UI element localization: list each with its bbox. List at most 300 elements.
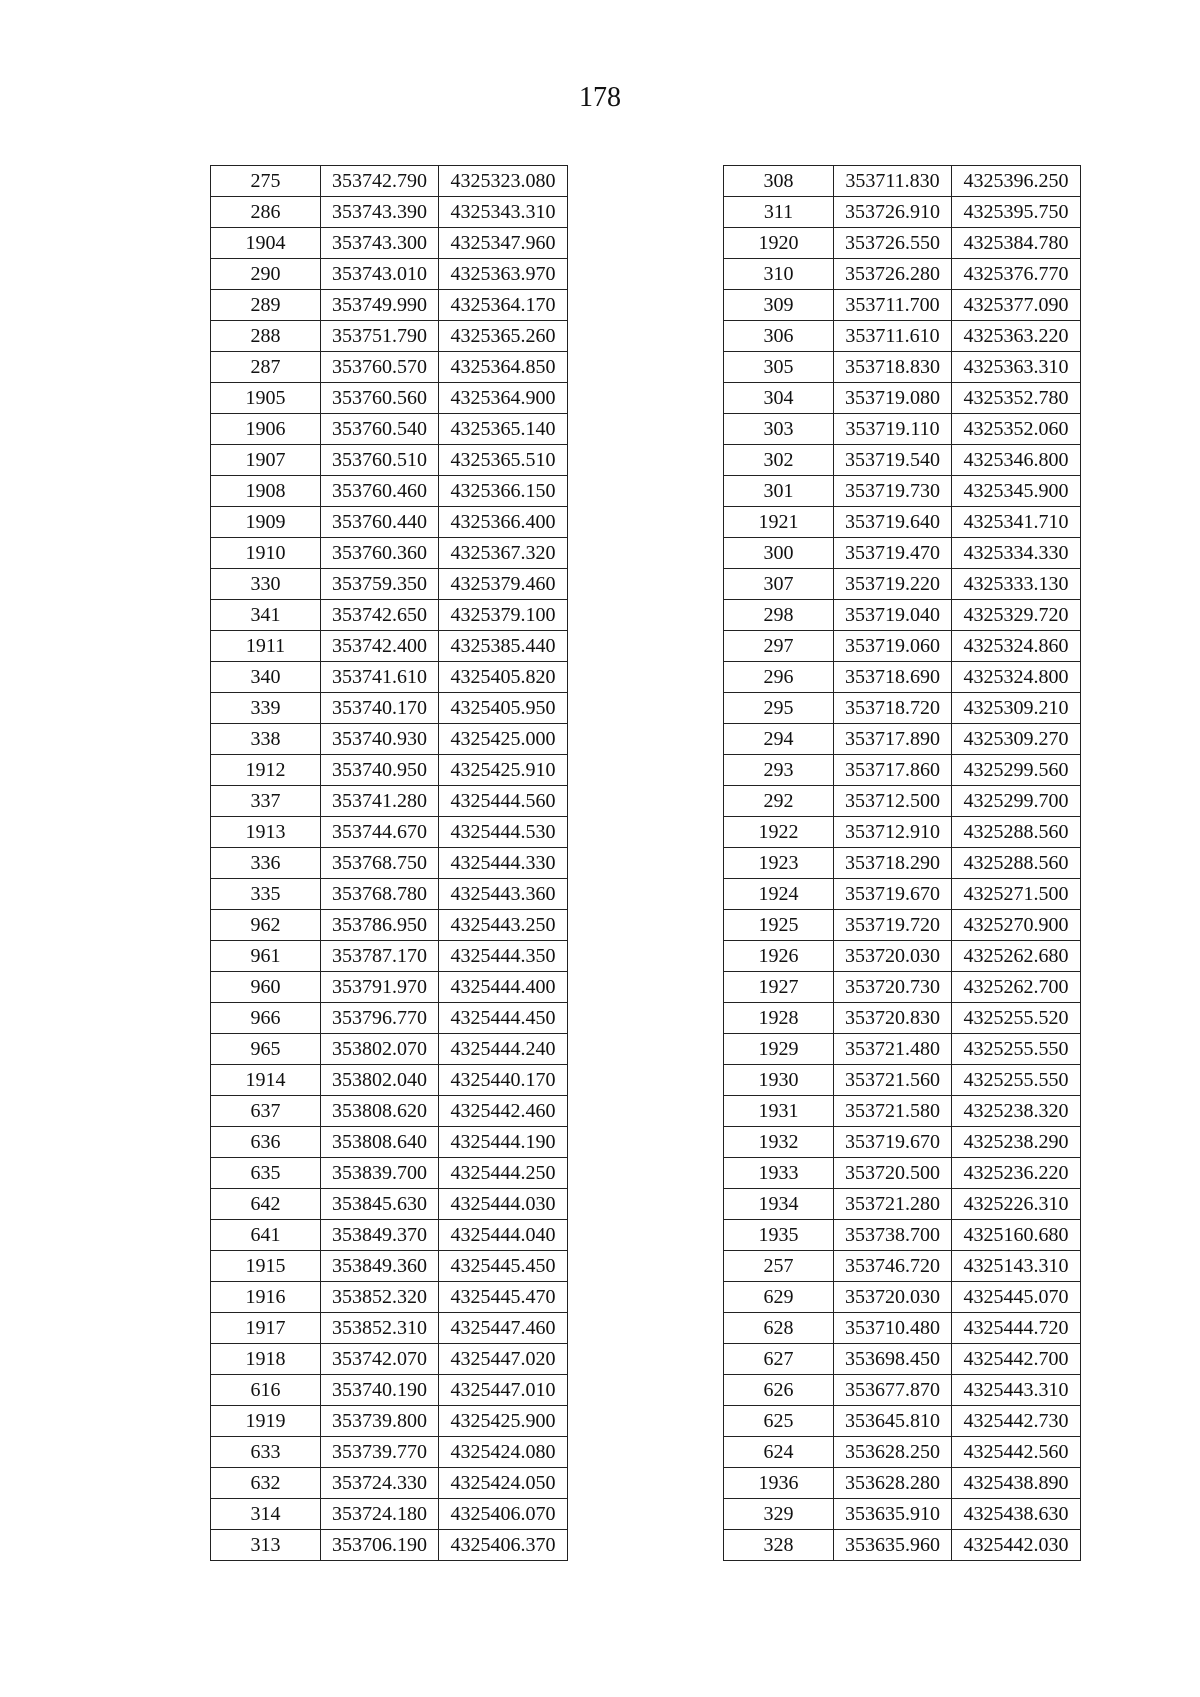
- point-id-cell: 1922: [724, 817, 834, 848]
- x-coordinate-cell: 353720.730: [834, 972, 952, 1003]
- table-row: [211, 321, 568, 352]
- y-coordinate-cell: 4325236.220: [952, 1158, 1081, 1189]
- table-row: [211, 1127, 568, 1158]
- x-coordinate-cell: 353808.640: [321, 1127, 439, 1158]
- x-coordinate-cell: 353718.720: [834, 693, 952, 724]
- point-id-cell: 308: [724, 166, 834, 197]
- y-coordinate-cell: 4325376.770: [952, 259, 1081, 290]
- x-coordinate-cell: 353738.700: [834, 1220, 952, 1251]
- point-id-cell: 626: [724, 1375, 834, 1406]
- y-coordinate-cell: 4325334.330: [952, 538, 1081, 569]
- y-coordinate-cell: 4325363.220: [952, 321, 1081, 352]
- table-row: [724, 321, 1081, 352]
- point-id-cell: 330: [211, 569, 321, 600]
- x-coordinate-cell: 353628.250: [834, 1437, 952, 1468]
- y-coordinate-cell: 4325363.310: [952, 352, 1081, 383]
- y-coordinate-cell: 4325442.700: [952, 1344, 1081, 1375]
- table-row: [724, 1096, 1081, 1127]
- x-coordinate-cell: 353717.860: [834, 755, 952, 786]
- table-row: [724, 600, 1081, 631]
- point-id-cell: 632: [211, 1468, 321, 1499]
- table-row: [211, 600, 568, 631]
- y-coordinate-cell: 4325445.070: [952, 1282, 1081, 1313]
- x-coordinate-cell: 353768.750: [321, 848, 439, 879]
- y-coordinate-cell: 4325238.290: [952, 1127, 1081, 1158]
- point-id-cell: 310: [724, 259, 834, 290]
- table-row: [724, 569, 1081, 600]
- table-row: [211, 848, 568, 879]
- y-coordinate-cell: 4325367.320: [439, 538, 568, 569]
- x-coordinate-cell: 353720.030: [834, 1282, 952, 1313]
- point-id-cell: 335: [211, 879, 321, 910]
- table-row: [211, 1406, 568, 1437]
- x-coordinate-cell: 353743.300: [321, 228, 439, 259]
- point-id-cell: 275: [211, 166, 321, 197]
- x-coordinate-cell: 353786.950: [321, 910, 439, 941]
- table-row: [724, 631, 1081, 662]
- point-id-cell: 298: [724, 600, 834, 631]
- x-coordinate-cell: 353719.730: [834, 476, 952, 507]
- x-coordinate-cell: 353746.720: [834, 1251, 952, 1282]
- point-id-cell: 961: [211, 941, 321, 972]
- y-coordinate-cell: 4325444.190: [439, 1127, 568, 1158]
- table-row: [724, 1158, 1081, 1189]
- point-id-cell: 641: [211, 1220, 321, 1251]
- x-coordinate-cell: 353711.610: [834, 321, 952, 352]
- x-coordinate-cell: 353706.190: [321, 1530, 439, 1561]
- table-row: [211, 941, 568, 972]
- point-id-cell: 1908: [211, 476, 321, 507]
- x-coordinate-cell: 353739.800: [321, 1406, 439, 1437]
- y-coordinate-cell: 4325324.800: [952, 662, 1081, 693]
- x-coordinate-cell: 353711.830: [834, 166, 952, 197]
- x-coordinate-cell: 353739.770: [321, 1437, 439, 1468]
- x-coordinate-cell: 353845.630: [321, 1189, 439, 1220]
- y-coordinate-cell: 4325443.250: [439, 910, 568, 941]
- table-row: [724, 290, 1081, 321]
- x-coordinate-cell: 353760.540: [321, 414, 439, 445]
- point-id-cell: 1934: [724, 1189, 834, 1220]
- x-coordinate-cell: 353635.910: [834, 1499, 952, 1530]
- table-row: [724, 228, 1081, 259]
- y-coordinate-cell: 4325443.360: [439, 879, 568, 910]
- table-row: [724, 786, 1081, 817]
- x-coordinate-cell: 353742.650: [321, 600, 439, 631]
- table-row: [724, 352, 1081, 383]
- table-row: [211, 538, 568, 569]
- point-id-cell: 1933: [724, 1158, 834, 1189]
- x-coordinate-cell: 353719.110: [834, 414, 952, 445]
- table-row: [211, 817, 568, 848]
- y-coordinate-cell: 4325271.500: [952, 879, 1081, 910]
- y-coordinate-cell: 4325395.750: [952, 197, 1081, 228]
- table-row: [211, 166, 568, 197]
- table-row: [724, 972, 1081, 1003]
- table-row: [724, 1375, 1081, 1406]
- x-coordinate-cell: 353791.970: [321, 972, 439, 1003]
- y-coordinate-cell: 4325444.350: [439, 941, 568, 972]
- table-row: [211, 1251, 568, 1282]
- table-row: [211, 1220, 568, 1251]
- table-row: [724, 1530, 1081, 1561]
- point-id-cell: 642: [211, 1189, 321, 1220]
- y-coordinate-cell: 4325444.250: [439, 1158, 568, 1189]
- table-row: [211, 414, 568, 445]
- table-row: [211, 197, 568, 228]
- point-id-cell: 1907: [211, 445, 321, 476]
- point-id-cell: 1905: [211, 383, 321, 414]
- x-coordinate-cell: 353721.480: [834, 1034, 952, 1065]
- point-id-cell: 289: [211, 290, 321, 321]
- x-coordinate-cell: 353719.670: [834, 879, 952, 910]
- table-row: [724, 755, 1081, 786]
- point-id-cell: 286: [211, 197, 321, 228]
- y-coordinate-cell: 4325444.530: [439, 817, 568, 848]
- point-id-cell: 629: [724, 1282, 834, 1313]
- table-row: [211, 631, 568, 662]
- x-coordinate-cell: 353760.560: [321, 383, 439, 414]
- y-coordinate-cell: 4325444.560: [439, 786, 568, 817]
- y-coordinate-cell: 4325288.560: [952, 848, 1081, 879]
- table-row: [211, 879, 568, 910]
- x-coordinate-cell: 353698.450: [834, 1344, 952, 1375]
- table-row: [211, 507, 568, 538]
- x-coordinate-cell: 353849.370: [321, 1220, 439, 1251]
- y-coordinate-cell: 4325442.030: [952, 1530, 1081, 1561]
- y-coordinate-cell: 4325438.890: [952, 1468, 1081, 1499]
- y-coordinate-cell: 4325444.030: [439, 1189, 568, 1220]
- y-coordinate-cell: 4325309.270: [952, 724, 1081, 755]
- y-coordinate-cell: 4325444.720: [952, 1313, 1081, 1344]
- table-row: [724, 1406, 1081, 1437]
- y-coordinate-cell: 4325270.900: [952, 910, 1081, 941]
- y-coordinate-cell: 4325347.960: [439, 228, 568, 259]
- y-coordinate-cell: 4325440.170: [439, 1065, 568, 1096]
- x-coordinate-cell: 353744.670: [321, 817, 439, 848]
- x-coordinate-cell: 353712.500: [834, 786, 952, 817]
- point-id-cell: 1920: [724, 228, 834, 259]
- x-coordinate-cell: 353751.790: [321, 321, 439, 352]
- point-id-cell: 313: [211, 1530, 321, 1561]
- y-coordinate-cell: 4325424.080: [439, 1437, 568, 1468]
- x-coordinate-cell: 353852.320: [321, 1282, 439, 1313]
- table-row: [211, 1499, 568, 1530]
- y-coordinate-cell: 4325425.910: [439, 755, 568, 786]
- y-coordinate-cell: 4325262.700: [952, 972, 1081, 1003]
- x-coordinate-cell: 353749.990: [321, 290, 439, 321]
- page-number: 178: [579, 82, 621, 113]
- y-coordinate-cell: 4325323.080: [439, 166, 568, 197]
- point-id-cell: 1931: [724, 1096, 834, 1127]
- x-coordinate-cell: 353721.580: [834, 1096, 952, 1127]
- table-row: [211, 1189, 568, 1220]
- y-coordinate-cell: 4325364.170: [439, 290, 568, 321]
- table-row: [211, 755, 568, 786]
- y-coordinate-cell: 4325309.210: [952, 693, 1081, 724]
- table-row: [211, 1344, 568, 1375]
- x-coordinate-cell: 353759.350: [321, 569, 439, 600]
- table-row: [724, 383, 1081, 414]
- point-id-cell: 307: [724, 569, 834, 600]
- point-id-cell: 965: [211, 1034, 321, 1065]
- point-id-cell: 303: [724, 414, 834, 445]
- x-coordinate-cell: 353852.310: [321, 1313, 439, 1344]
- y-coordinate-cell: 4325405.950: [439, 693, 568, 724]
- x-coordinate-cell: 353802.070: [321, 1034, 439, 1065]
- table-row: [724, 476, 1081, 507]
- point-id-cell: 297: [724, 631, 834, 662]
- table-row: [724, 507, 1081, 538]
- x-coordinate-cell: 353720.500: [834, 1158, 952, 1189]
- y-coordinate-cell: 4325345.900: [952, 476, 1081, 507]
- point-id-cell: 1917: [211, 1313, 321, 1344]
- y-coordinate-cell: 4325238.320: [952, 1096, 1081, 1127]
- point-id-cell: 300: [724, 538, 834, 569]
- y-coordinate-cell: 4325444.040: [439, 1220, 568, 1251]
- table-row: [211, 383, 568, 414]
- x-coordinate-cell: 353718.290: [834, 848, 952, 879]
- table-row: [211, 352, 568, 383]
- y-coordinate-cell: 4325143.310: [952, 1251, 1081, 1282]
- table-row: [724, 259, 1081, 290]
- y-coordinate-cell: 4325366.150: [439, 476, 568, 507]
- x-coordinate-cell: 353742.070: [321, 1344, 439, 1375]
- x-coordinate-cell: 353718.690: [834, 662, 952, 693]
- point-id-cell: 1923: [724, 848, 834, 879]
- y-coordinate-cell: 4325444.240: [439, 1034, 568, 1065]
- x-coordinate-cell: 353719.470: [834, 538, 952, 569]
- table-row: [211, 1437, 568, 1468]
- x-coordinate-cell: 353740.190: [321, 1375, 439, 1406]
- point-id-cell: 627: [724, 1344, 834, 1375]
- y-coordinate-cell: 4325444.450: [439, 1003, 568, 1034]
- y-coordinate-cell: 4325255.550: [952, 1034, 1081, 1065]
- x-coordinate-cell: 353802.040: [321, 1065, 439, 1096]
- point-id-cell: 1929: [724, 1034, 834, 1065]
- table-row: [211, 1158, 568, 1189]
- y-coordinate-cell: 4325447.460: [439, 1313, 568, 1344]
- table-row: [724, 848, 1081, 879]
- point-id-cell: 328: [724, 1530, 834, 1561]
- y-coordinate-cell: 4325262.680: [952, 941, 1081, 972]
- x-coordinate-cell: 353741.610: [321, 662, 439, 693]
- y-coordinate-cell: 4325329.720: [952, 600, 1081, 631]
- point-id-cell: 295: [724, 693, 834, 724]
- point-id-cell: 340: [211, 662, 321, 693]
- table-row: [211, 259, 568, 290]
- table-row: [724, 662, 1081, 693]
- y-coordinate-cell: 4325255.550: [952, 1065, 1081, 1096]
- point-id-cell: 339: [211, 693, 321, 724]
- y-coordinate-cell: 4325406.070: [439, 1499, 568, 1530]
- x-coordinate-cell: 353721.560: [834, 1065, 952, 1096]
- x-coordinate-cell: 353719.720: [834, 910, 952, 941]
- y-coordinate-cell: 4325425.900: [439, 1406, 568, 1437]
- point-id-cell: 962: [211, 910, 321, 941]
- table-row: [724, 724, 1081, 755]
- y-coordinate-cell: 4325341.710: [952, 507, 1081, 538]
- point-id-cell: 1925: [724, 910, 834, 941]
- y-coordinate-cell: 4325346.800: [952, 445, 1081, 476]
- point-id-cell: 628: [724, 1313, 834, 1344]
- y-coordinate-cell: 4325226.310: [952, 1189, 1081, 1220]
- table-row: [724, 445, 1081, 476]
- point-id-cell: 1927: [724, 972, 834, 1003]
- point-id-cell: 966: [211, 1003, 321, 1034]
- y-coordinate-cell: 4325385.440: [439, 631, 568, 662]
- x-coordinate-cell: 353742.790: [321, 166, 439, 197]
- x-coordinate-cell: 353724.330: [321, 1468, 439, 1499]
- point-id-cell: 341: [211, 600, 321, 631]
- y-coordinate-cell: 4325447.020: [439, 1344, 568, 1375]
- x-coordinate-cell: 353760.570: [321, 352, 439, 383]
- table-row: [724, 910, 1081, 941]
- point-id-cell: 338: [211, 724, 321, 755]
- y-coordinate-cell: 4325255.520: [952, 1003, 1081, 1034]
- x-coordinate-cell: 353726.550: [834, 228, 952, 259]
- table-row: [724, 1282, 1081, 1313]
- table-row: [724, 538, 1081, 569]
- table-row: [211, 1003, 568, 1034]
- table-row: [724, 879, 1081, 910]
- x-coordinate-cell: 353635.960: [834, 1530, 952, 1561]
- table-row: [211, 1065, 568, 1096]
- table-row: [724, 1065, 1081, 1096]
- point-id-cell: 1930: [724, 1065, 834, 1096]
- x-coordinate-cell: 353628.280: [834, 1468, 952, 1499]
- point-id-cell: 1916: [211, 1282, 321, 1313]
- point-id-cell: 306: [724, 321, 834, 352]
- point-id-cell: 1910: [211, 538, 321, 569]
- x-coordinate-cell: 353741.280: [321, 786, 439, 817]
- y-coordinate-cell: 4325160.680: [952, 1220, 1081, 1251]
- y-coordinate-cell: 4325366.400: [439, 507, 568, 538]
- x-coordinate-cell: 353742.400: [321, 631, 439, 662]
- table-row: [724, 1313, 1081, 1344]
- x-coordinate-cell: 353719.640: [834, 507, 952, 538]
- point-id-cell: 624: [724, 1437, 834, 1468]
- x-coordinate-cell: 353719.080: [834, 383, 952, 414]
- table-row: [211, 724, 568, 755]
- x-coordinate-cell: 353839.700: [321, 1158, 439, 1189]
- x-coordinate-cell: 353740.950: [321, 755, 439, 786]
- point-id-cell: 1912: [211, 755, 321, 786]
- y-coordinate-cell: 4325442.460: [439, 1096, 568, 1127]
- point-id-cell: 1915: [211, 1251, 321, 1282]
- table-row: [211, 1530, 568, 1561]
- x-coordinate-cell: 353721.280: [834, 1189, 952, 1220]
- x-coordinate-cell: 353726.280: [834, 259, 952, 290]
- x-coordinate-cell: 353743.390: [321, 197, 439, 228]
- point-id-cell: 294: [724, 724, 834, 755]
- table-row: [724, 1220, 1081, 1251]
- point-id-cell: 309: [724, 290, 834, 321]
- table-row: [724, 1189, 1081, 1220]
- point-id-cell: 1906: [211, 414, 321, 445]
- point-id-cell: 1921: [724, 507, 834, 538]
- y-coordinate-cell: 4325365.510: [439, 445, 568, 476]
- x-coordinate-cell: 353719.220: [834, 569, 952, 600]
- y-coordinate-cell: 4325444.400: [439, 972, 568, 1003]
- point-id-cell: 960: [211, 972, 321, 1003]
- table-row: [211, 910, 568, 941]
- y-coordinate-cell: 4325324.860: [952, 631, 1081, 662]
- table-row: [211, 662, 568, 693]
- x-coordinate-cell: 353724.180: [321, 1499, 439, 1530]
- y-coordinate-cell: 4325384.780: [952, 228, 1081, 259]
- x-coordinate-cell: 353760.460: [321, 476, 439, 507]
- x-coordinate-cell: 353712.910: [834, 817, 952, 848]
- table-row: [724, 817, 1081, 848]
- y-coordinate-cell: 4325444.330: [439, 848, 568, 879]
- point-id-cell: 287: [211, 352, 321, 383]
- table-row: [724, 414, 1081, 445]
- x-coordinate-cell: 353787.170: [321, 941, 439, 972]
- y-coordinate-cell: 4325406.370: [439, 1530, 568, 1561]
- point-id-cell: 636: [211, 1127, 321, 1158]
- x-coordinate-cell: 353740.930: [321, 724, 439, 755]
- x-coordinate-cell: 353677.870: [834, 1375, 952, 1406]
- table-row: [211, 569, 568, 600]
- x-coordinate-cell: 353710.480: [834, 1313, 952, 1344]
- x-coordinate-cell: 353768.780: [321, 879, 439, 910]
- y-coordinate-cell: 4325364.850: [439, 352, 568, 383]
- x-coordinate-cell: 353720.030: [834, 941, 952, 972]
- y-coordinate-cell: 4325445.450: [439, 1251, 568, 1282]
- x-coordinate-cell: 353760.360: [321, 538, 439, 569]
- y-coordinate-cell: 4325299.560: [952, 755, 1081, 786]
- point-id-cell: 336: [211, 848, 321, 879]
- y-coordinate-cell: 4325396.250: [952, 166, 1081, 197]
- table-row: [211, 1034, 568, 1065]
- point-id-cell: 625: [724, 1406, 834, 1437]
- point-id-cell: 290: [211, 259, 321, 290]
- y-coordinate-cell: 4325447.010: [439, 1375, 568, 1406]
- y-coordinate-cell: 4325424.050: [439, 1468, 568, 1499]
- y-coordinate-cell: 4325299.700: [952, 786, 1081, 817]
- point-id-cell: 304: [724, 383, 834, 414]
- point-id-cell: 296: [724, 662, 834, 693]
- y-coordinate-cell: 4325405.820: [439, 662, 568, 693]
- x-coordinate-cell: 353717.890: [834, 724, 952, 755]
- x-coordinate-cell: 353849.360: [321, 1251, 439, 1282]
- table-row: [724, 693, 1081, 724]
- point-id-cell: 1928: [724, 1003, 834, 1034]
- point-id-cell: 1932: [724, 1127, 834, 1158]
- y-coordinate-cell: 4325363.970: [439, 259, 568, 290]
- y-coordinate-cell: 4325365.260: [439, 321, 568, 352]
- point-id-cell: 637: [211, 1096, 321, 1127]
- y-coordinate-cell: 4325442.730: [952, 1406, 1081, 1437]
- table-row: [211, 228, 568, 259]
- coordinates-table-right: [723, 165, 1081, 1561]
- y-coordinate-cell: 4325365.140: [439, 414, 568, 445]
- point-id-cell: 1924: [724, 879, 834, 910]
- y-coordinate-cell: 4325379.100: [439, 600, 568, 631]
- x-coordinate-cell: 353719.540: [834, 445, 952, 476]
- point-id-cell: 302: [724, 445, 834, 476]
- point-id-cell: 1935: [724, 1220, 834, 1251]
- x-coordinate-cell: 353726.910: [834, 197, 952, 228]
- point-id-cell: 292: [724, 786, 834, 817]
- table-row: [211, 1468, 568, 1499]
- point-id-cell: 301: [724, 476, 834, 507]
- x-coordinate-cell: 353740.170: [321, 693, 439, 724]
- point-id-cell: 1918: [211, 1344, 321, 1375]
- table-row: [211, 972, 568, 1003]
- y-coordinate-cell: 4325438.630: [952, 1499, 1081, 1530]
- y-coordinate-cell: 4325442.560: [952, 1437, 1081, 1468]
